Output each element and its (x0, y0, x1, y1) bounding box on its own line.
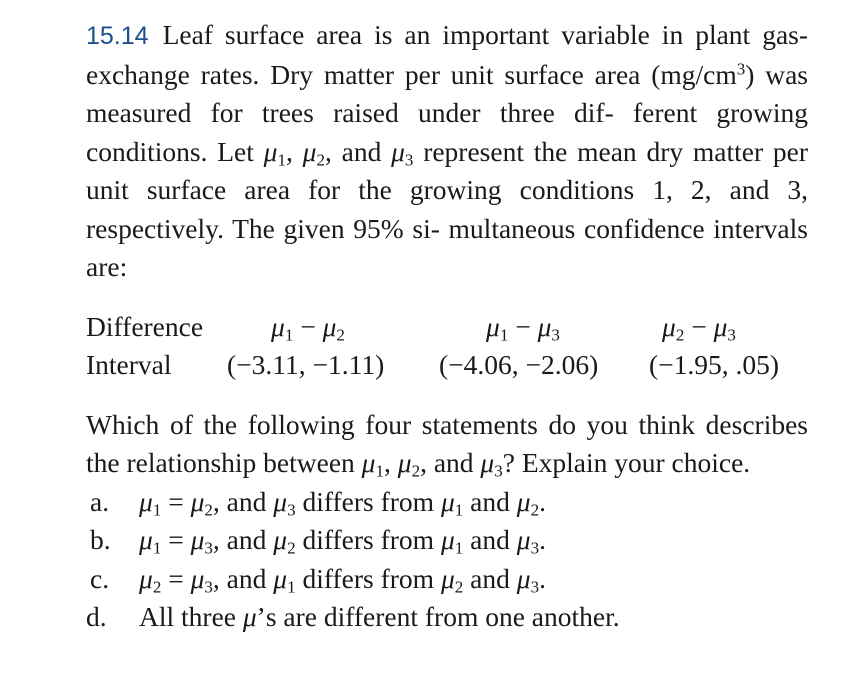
statement-line-3: ) was measured for trees raised under three dif- (86, 58, 809, 128)
table-header-row (86, 308, 808, 347)
table-interval-row (86, 346, 808, 385)
option-b (86, 521, 808, 560)
statement-line-2: gas-exchange rates. Dry matter per unit surface area (86, 19, 809, 90)
option-text: $\mu_2 = \mu_3$, and $\mu_1$ differs from $\mu_2$ and $\mu_3$. (139, 562, 546, 596)
problem-number: 15.14 (86, 22, 149, 50)
mu-symbol: μ (263, 135, 278, 167)
statement-units: (mg/cm (651, 58, 737, 90)
statement-line-6: conditions 1, 2, and 3, respectively. The given 95% si- (86, 174, 808, 244)
statement-line-5: the mean dry matter per unit surface area for the growing (86, 135, 808, 205)
option-c (86, 560, 808, 599)
option-label: c. (90, 562, 110, 594)
col3-interval: (−1.95, .05) (649, 349, 780, 380)
option-label: d. (86, 601, 107, 632)
question-text: Which of the following four statements do you think describes the relationship between $\mu_1$, $\mu_2$, and $\mu_3$? Explain your choice. (86, 408, 808, 481)
statement-line-7: multaneous confidence intervals are: (86, 212, 808, 282)
statement-represent: represent (413, 135, 524, 167)
problem-block (86, 16, 808, 637)
confidence-interval-table (86, 308, 808, 385)
mu-subscript: 3 (404, 149, 414, 169)
mu-symbol: μ (391, 135, 405, 167)
options-list (86, 483, 808, 637)
option-label: a. (90, 485, 110, 517)
option-text: All three μ’s are different from one another. (139, 601, 620, 632)
statement-line-4: ferent growing conditions. Let (86, 97, 808, 167)
option-text: $\mu_1 = \mu_2$, and $\mu_3$ differs from $\mu_1$ and $\mu_2$. (139, 485, 546, 519)
option-text: $\mu_1 = \mu_3$, and $\mu_2$ differs from $\mu_1$ and $\mu_3$. (139, 524, 546, 558)
problem-statement (86, 16, 808, 287)
mu-subscript: 1 (277, 149, 286, 169)
col1-interval: (−3.11, −1.11) (227, 349, 385, 380)
col1-header: $\mu_1 - \mu_2$ (271, 310, 345, 344)
statement-comma: , (285, 135, 303, 167)
row-label-difference: Difference (86, 310, 204, 342)
col2-header: $\mu_1 - \mu_3$ (486, 310, 560, 344)
col2-interval: (−4.06, −2.06) (439, 349, 599, 380)
option-label: b. (90, 524, 111, 555)
statement-and: , and (324, 135, 392, 167)
option-d (86, 598, 808, 637)
mu-symbol: μ (302, 135, 317, 167)
option-a (86, 483, 808, 522)
col3-header: $\mu_2 - \mu_3$ (662, 310, 736, 344)
statement-units-exponent: 3 (736, 59, 746, 79)
row-label-interval: Interval (86, 349, 172, 380)
statement-line-1: Leaf surface area is an important variable in plant (162, 19, 751, 50)
mu-subscript: 2 (316, 149, 325, 169)
